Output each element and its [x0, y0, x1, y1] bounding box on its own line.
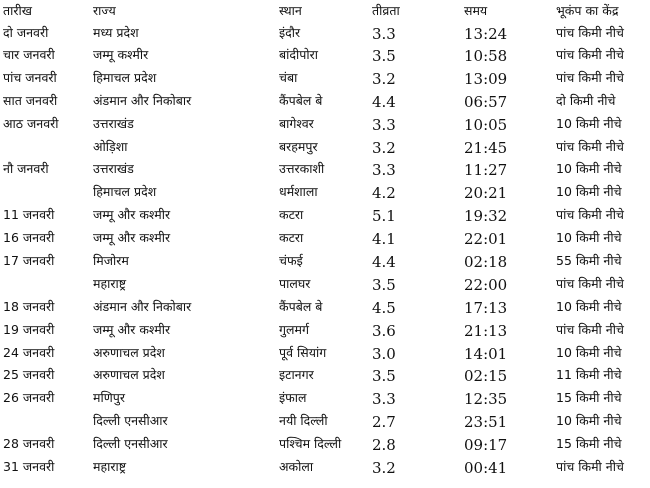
- date-cell: 16 जनवरी: [3, 230, 55, 246]
- depth-cell: पांच किमी नीचे: [556, 47, 624, 62]
- state-cell: महाराष्ट्र: [93, 275, 127, 291]
- time-cell: 19:32: [464, 207, 508, 226]
- time-cell: 00:41: [464, 459, 508, 478]
- magnitude-cell: 3.3: [372, 25, 396, 43]
- place-cell: इंदौर: [279, 25, 301, 40]
- depth-cell: 10 किमी नीचे: [556, 298, 622, 314]
- table-row: [0, 136, 650, 159]
- magnitude-cell: 3.2: [372, 69, 396, 88]
- state-cell: अरुणाचल प्रदेश: [93, 367, 165, 383]
- depth-cell: 10 किमी नीचे: [556, 115, 622, 131]
- table-row: [0, 387, 650, 410]
- state-cell: उत्तराखंड: [93, 161, 134, 177]
- depth-cell: दो किमी नीचे: [556, 92, 616, 108]
- table-row: [0, 456, 650, 479]
- magnitude-cell: 5.1: [372, 207, 396, 226]
- depth-cell: 55 किमी नीचे: [556, 253, 622, 269]
- header-date: तारीख: [3, 3, 32, 18]
- table-row: [0, 44, 650, 67]
- time-cell: 02:15: [464, 367, 508, 386]
- date-cell: नौ जनवरी: [3, 161, 49, 177]
- place-cell: अकोला: [279, 459, 314, 475]
- date-cell: आठ जनवरी: [3, 115, 59, 131]
- header-magnitude: तीव्रता: [372, 3, 400, 18]
- place-cell: बरहमपुर: [279, 138, 318, 154]
- table-row: [0, 67, 650, 90]
- magnitude-cell: 2.7: [372, 413, 396, 432]
- depth-cell: 10 किमी नीचे: [556, 161, 622, 177]
- depth-cell: पांच किमी नीचे: [556, 459, 624, 475]
- time-cell: 21:13: [464, 321, 508, 340]
- state-cell: उत्तराखंड: [93, 115, 134, 131]
- date-cell: 18 जनवरी: [3, 298, 55, 314]
- time-cell: 22:01: [464, 230, 508, 249]
- time-cell: 20:21: [464, 184, 508, 203]
- table-row: [0, 319, 650, 342]
- magnitude-cell: 3.6: [372, 321, 396, 340]
- date-cell: दो जनवरी: [3, 25, 49, 40]
- magnitude-cell: 4.4: [372, 92, 396, 111]
- magnitude-cell: 3.2: [372, 138, 396, 157]
- place-cell: धर्मशाला: [279, 184, 318, 200]
- state-cell: ओड़िशा: [93, 138, 128, 154]
- date-cell: पांच जनवरी: [3, 69, 57, 85]
- depth-cell: पांच किमी नीचे: [556, 138, 624, 154]
- state-cell: जम्मू और कश्मीर: [93, 321, 171, 337]
- date-cell: 28 जनवरी: [3, 436, 55, 452]
- state-cell: महाराष्ट्र: [93, 459, 127, 475]
- depth-cell: पांच किमी नीचे: [556, 25, 624, 40]
- table-row: [0, 22, 650, 44]
- place-cell: इटानगर: [279, 367, 314, 383]
- place-cell: पूर्व सियांग: [279, 344, 327, 360]
- date-cell: 17 जनवरी: [3, 253, 55, 269]
- state-cell: अंडमान और निकोबार: [93, 298, 192, 314]
- date-cell: सात जनवरी: [3, 92, 58, 108]
- place-cell: बागेश्वर: [279, 115, 314, 131]
- table-row: [0, 90, 650, 113]
- magnitude-cell: 2.8: [372, 436, 396, 455]
- place-cell: गुलमर्ग: [279, 321, 310, 337]
- place-cell: कटरा: [279, 230, 304, 246]
- time-cell: 11:27: [464, 161, 508, 180]
- header-state: राज्य: [93, 3, 116, 18]
- state-cell: दिल्ली एनसीआर: [93, 413, 168, 429]
- state-cell: अंडमान और निकोबार: [93, 92, 192, 108]
- state-cell: मध्य प्रदेश: [93, 25, 139, 40]
- date-cell: 19 जनवरी: [3, 321, 55, 337]
- time-cell: 21:45: [464, 138, 508, 157]
- time-cell: 13:09: [464, 69, 508, 88]
- depth-cell: पांच किमी नीचे: [556, 321, 624, 337]
- place-cell: कैंपबेल बे: [279, 92, 323, 108]
- depth-cell: 15 किमी नीचे: [556, 436, 622, 452]
- time-cell: 09:17: [464, 436, 508, 455]
- place-cell: कटरा: [279, 207, 304, 223]
- time-cell: 10:05: [464, 115, 508, 134]
- time-cell: 12:35: [464, 390, 508, 409]
- time-cell: 17:13: [464, 298, 508, 317]
- magnitude-cell: 3.0: [372, 344, 396, 363]
- magnitude-cell: 4.4: [372, 253, 396, 272]
- depth-cell: 15 किमी नीचे: [556, 390, 622, 406]
- place-cell: कैंपबेल बे: [279, 298, 323, 314]
- time-cell: 22:00: [464, 275, 508, 294]
- depth-cell: 10 किमी नीचे: [556, 230, 622, 246]
- magnitude-cell: 4.5: [372, 298, 396, 317]
- time-cell: 06:57: [464, 92, 508, 111]
- place-cell: बांदीपोरा: [279, 47, 318, 62]
- place-cell: पालघर: [279, 275, 311, 291]
- place-cell: चंबा: [279, 69, 298, 85]
- time-cell: 02:18: [464, 253, 508, 272]
- time-cell: 13:24: [464, 25, 508, 43]
- state-cell: अरुणाचल प्रदेश: [93, 344, 165, 360]
- table-row: [0, 410, 650, 433]
- date-cell: 11 जनवरी: [3, 207, 55, 223]
- table-row: [0, 250, 650, 273]
- depth-cell: 10 किमी नीचे: [556, 184, 622, 200]
- place-cell: नयी दिल्ली: [279, 413, 328, 429]
- state-cell: दिल्ली एनसीआर: [93, 436, 168, 452]
- date-cell: 24 जनवरी: [3, 344, 55, 360]
- magnitude-cell: 4.2: [372, 184, 396, 203]
- table-row: [0, 113, 650, 136]
- state-cell: जम्मू और कश्मीर: [93, 230, 171, 246]
- table-row: [0, 342, 650, 365]
- depth-cell: पांच किमी नीचे: [556, 69, 624, 85]
- depth-cell: पांच किमी नीचे: [556, 207, 624, 223]
- date-cell: 26 जनवरी: [3, 390, 55, 406]
- state-cell: जम्मू और कश्मीर: [93, 207, 171, 223]
- table-row: [0, 273, 650, 296]
- magnitude-cell: 3.5: [372, 367, 396, 386]
- header-time: समय: [464, 3, 488, 18]
- table-row: [0, 296, 650, 319]
- header-epicenter-depth: भूकंप का केंद्र: [556, 3, 619, 18]
- date-cell: चार जनवरी: [3, 47, 55, 62]
- table-row: [0, 433, 650, 456]
- time-cell: 14:01: [464, 344, 508, 363]
- depth-cell: 11 किमी नीचे: [556, 367, 622, 383]
- table-row: [0, 158, 650, 181]
- magnitude-cell: 3.3: [372, 390, 396, 409]
- place-cell: पश्चिम दिल्ली: [279, 436, 342, 452]
- date-cell: 31 जनवरी: [3, 459, 55, 475]
- magnitude-cell: 3.3: [372, 161, 396, 180]
- table-row: [0, 227, 650, 250]
- magnitude-cell: 3.5: [372, 47, 396, 65]
- depth-cell: पांच किमी नीचे: [556, 275, 624, 291]
- state-cell: मिजोरम: [93, 253, 129, 269]
- table-row: [0, 364, 650, 387]
- state-cell: मणिपुर: [93, 390, 125, 406]
- header-place: स्थान: [279, 3, 302, 18]
- date-cell: 25 जनवरी: [3, 367, 55, 383]
- magnitude-cell: 3.3: [372, 115, 396, 134]
- place-cell: उत्तरकाशी: [279, 161, 325, 177]
- table-row: [0, 181, 650, 204]
- time-cell: 10:58: [464, 47, 508, 65]
- state-cell: हिमाचल प्रदेश: [93, 69, 157, 85]
- table-row: [0, 204, 650, 227]
- depth-cell: 10 किमी नीचे: [556, 344, 622, 360]
- state-cell: जम्मू कश्मीर: [93, 47, 149, 62]
- magnitude-cell: 3.5: [372, 275, 396, 294]
- table-body: [0, 22, 650, 479]
- time-cell: 23:51: [464, 413, 508, 432]
- magnitude-cell: 3.2: [372, 459, 396, 478]
- state-cell: हिमाचल प्रदेश: [93, 184, 157, 200]
- magnitude-cell: 4.1: [372, 230, 396, 249]
- table-header-row: [0, 0, 650, 22]
- place-cell: इंफाल: [279, 390, 307, 406]
- depth-cell: 10 किमी नीचे: [556, 413, 622, 429]
- place-cell: चंफई: [279, 253, 303, 269]
